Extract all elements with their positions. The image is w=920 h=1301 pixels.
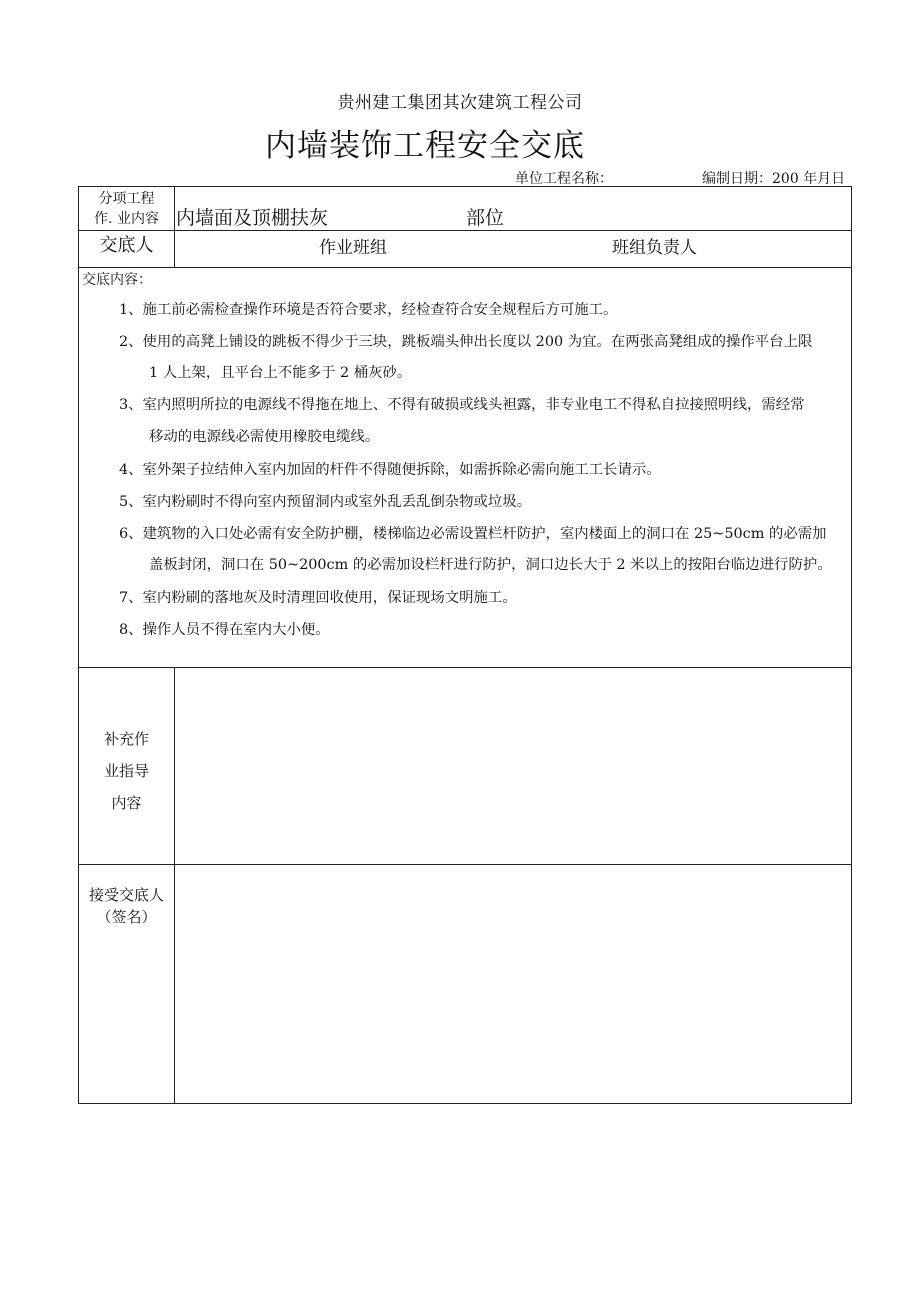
receiver-signature-area[interactable] (176, 866, 850, 1102)
safety-briefing-table (78, 186, 852, 1104)
work-content-label-line2: 作. 业内容 (94, 211, 159, 227)
supplement-content-area[interactable] (176, 669, 850, 863)
receiver-label-line1: 接受交底人 (88, 886, 164, 904)
work-content-label-line1: 分项工程 (98, 191, 155, 207)
row-divider (79, 864, 851, 865)
list-item: 1、施工前必需检查操作环境是否符合要求，经检查符合安全规程后方可施工。 (119, 302, 618, 318)
work-team-label: 作业班组 (319, 238, 387, 258)
work-content-value: 内墙面及顶棚扶灰 (176, 207, 329, 229)
briefing-content-heading: 交底内容： (82, 272, 152, 288)
column-divider (174, 667, 175, 1104)
row-divider (79, 667, 851, 668)
team-leader-label: 班组负责人 (612, 238, 697, 258)
work-content-label (79, 189, 174, 229)
list-item: 5、室内粉刷时不得向室内预留洞内或室外乱丢乱倒杂物或垃圾。 (119, 494, 532, 510)
row-divider (79, 267, 851, 268)
page-title: 内墙装饰工程安全交底 (265, 128, 585, 164)
supplement-label-line3: 内容 (111, 794, 142, 812)
receiver-label-line2: （签名） (96, 908, 157, 926)
list-item: 6、建筑物的入口处必需有安全防护棚，楼梯临边必需设置栏杆防护，室内楼面上的洞口在 25~50cm 的必需加 (119, 526, 827, 542)
part-label: 部位 (466, 207, 505, 229)
supplement-label-line2: 业指导 (103, 762, 149, 780)
column-divider (174, 187, 175, 267)
compile-date-label: 编制日期：200 年月日 (702, 171, 846, 187)
supplement-label-line1: 补充作 (103, 730, 149, 748)
briefer-label: 交底人 (99, 235, 154, 256)
supplement-label (79, 723, 174, 819)
list-item: 8、操作人员不得在室内大小便。 (119, 622, 330, 638)
list-item-continuation: 1 人上架，且平台上不能多于 2 桶灰砂。 (149, 365, 412, 381)
receiver-signature-label (79, 884, 174, 928)
list-item: 4、室外架子拉结伸入室内加固的杆件不得随便拆除，如需拆除必需向施工工长请示。 (119, 462, 661, 478)
row-divider (79, 230, 851, 231)
list-item: 2、使用的高凳上铺设的跳板不得少于三块，跳板端头伸出长度以 200 为宜。在两张高凳组成的操作平台上限 (119, 334, 813, 350)
list-item-continuation: 移动的电源线必需使用橡胶电缆线。 (149, 429, 380, 445)
company-name: 贵州建工集团其次建筑工程公司 (337, 93, 583, 113)
list-item: 3、室内照明所拉的电源线不得拖在地上、不得有破损或线头袒露，非专业电工不得私自拉接照明线，需经常 (119, 397, 805, 413)
list-item: 7、室内粉刷的落地灰及时清理回收使用，保证现场文明施工。 (119, 590, 517, 606)
list-item-continuation: 盖板封闭，洞口在 50~200cm 的必需加设栏杆进行防护，洞口边长大于 2 米以上的按阳台临边进行防护。 (149, 557, 832, 573)
unit-project-label: 单位工程名称： (515, 171, 613, 187)
